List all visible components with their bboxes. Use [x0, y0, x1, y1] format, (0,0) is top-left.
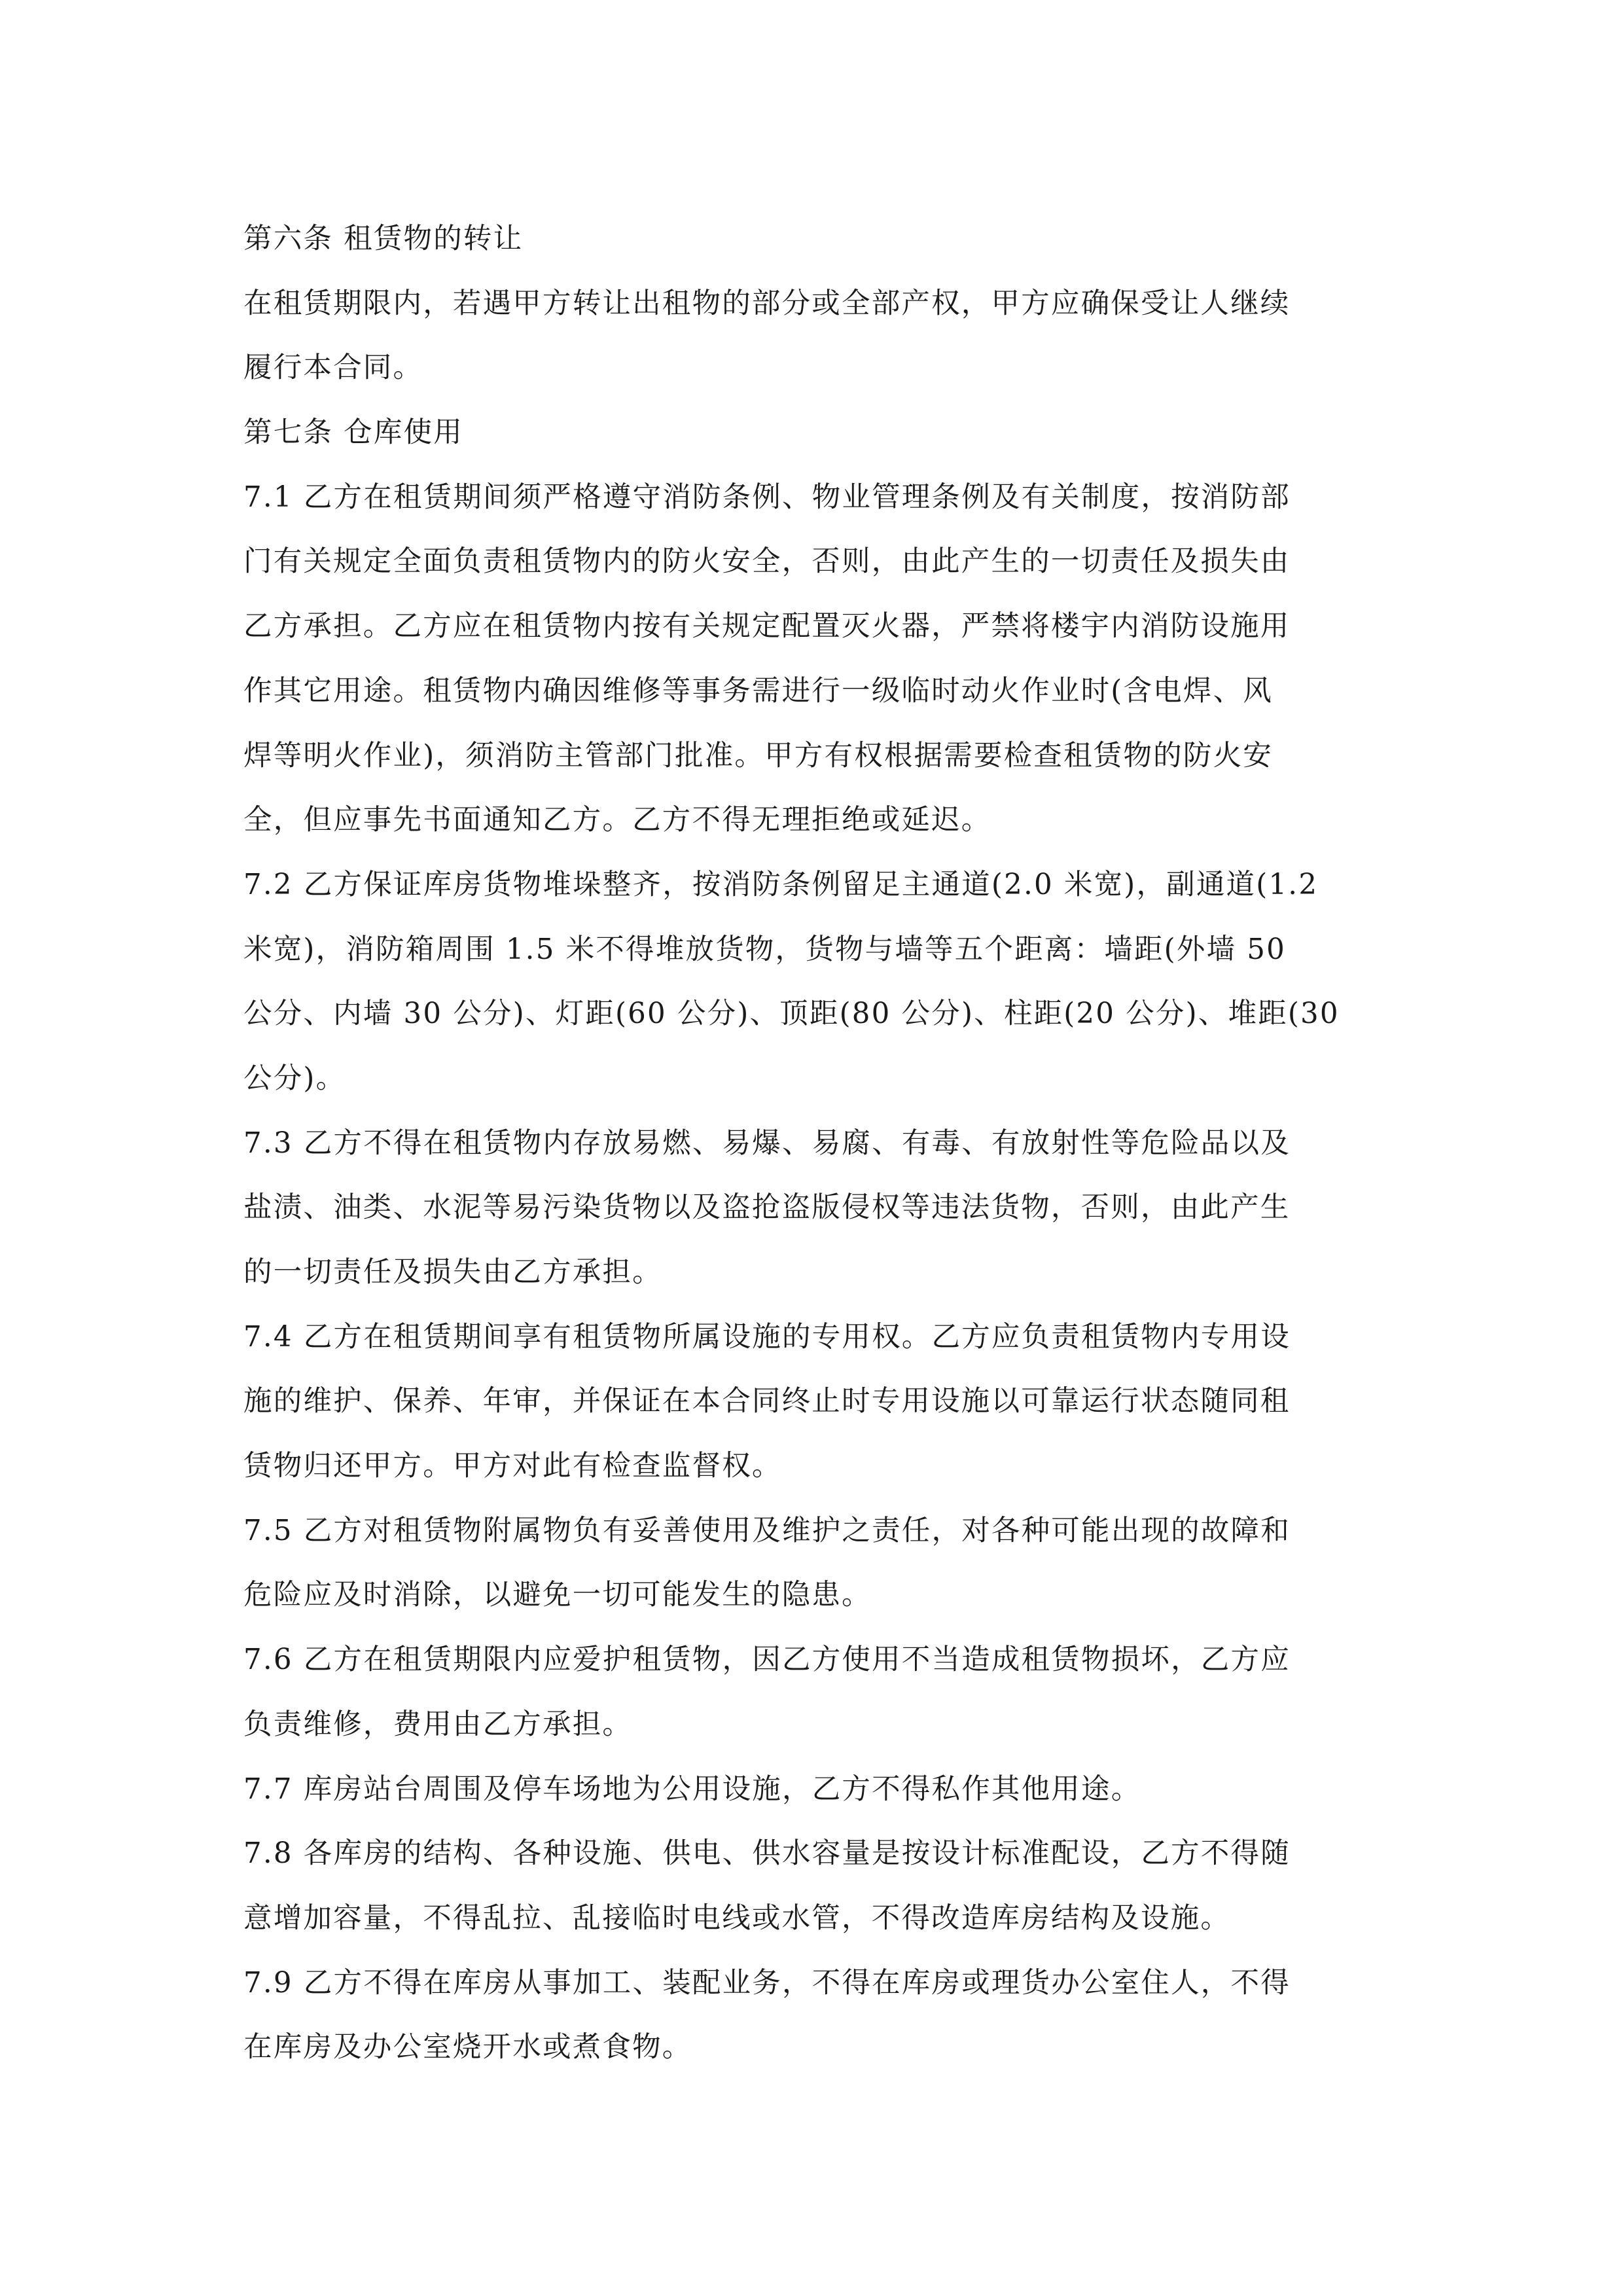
text-line: 7.9 乙方不得在库房从事加工、装配业务，不得在库房或理货办公室住人，不得	[243, 1966, 1291, 2000]
text-line: 施的维护、保养、年审，并保证在本合同终止时专用设施以可靠运行状态随同租	[243, 1385, 1291, 1418]
text-line: 的一切责任及损失由乙方承担。	[243, 1256, 662, 1289]
text-line: 7.3 乙方不得在租赁物内存放易燃、易爆、易腐、有毒、有放射性等危险品以及	[243, 1126, 1291, 1160]
text-line: 7.6 乙方在租赁期限内应爱护租赁物，因乙方使用不当造成租赁物损坏，乙方应	[243, 1643, 1291, 1677]
text-line: 米宽)，消防箱周围 1.5 米不得堆放货物，货物与墙等五个距离：墙距(外墙 50	[243, 933, 1286, 966]
text-line: 公分)。	[243, 1062, 346, 1095]
text-line: 盐渍、油类、水泥等易污染货物以及盗抢盗版侵权等违法货物，否则，由此产生	[243, 1191, 1291, 1225]
text-line: 乙方承担。乙方应在租赁物内按有关规定配置灭火器，严禁将楼宇内消防设施用	[243, 610, 1291, 643]
document-body	[243, 207, 1387, 2080]
text-line: 7.4 乙方在租赁期间享有租赁物所属设施的专用权。乙方应负责租赁物内专用设	[243, 1320, 1291, 1354]
article-6-heading: 第六条 租赁物的转让	[243, 223, 524, 255]
text-line: 在租赁期限内，若遇甲方转让出租物的部分或全部产权，甲方应确保受让人继续	[243, 287, 1291, 320]
article-7-heading: 第七条 仓库使用	[243, 416, 463, 450]
text-line: 作其它用途。租赁物内确因维修等事务需进行一级临时动火作业时(含电焊、风	[243, 674, 1273, 708]
text-line: 焊等明火作业)，须消防主管部门批准。甲方有权根据需要检查租赁物的防火安	[243, 739, 1273, 772]
text-line: 7.1 乙方在租赁期间须严格遵守消防条例、物业管理条例及有关制度，按消防部	[243, 480, 1291, 514]
text-line: 7.7 库房站台周围及停车场地为公用设施，乙方不得私作其他用途。	[243, 1772, 1141, 1806]
text-line: 全，但应事先书面通知乙方。乙方不得无理拒绝或延迟。	[243, 804, 991, 837]
text-line: 7.2 乙方保证库房货物堆垛整齐，按消防条例留足主通道(2.0 米宽)，副通道(1.2	[243, 868, 1319, 901]
text-line: 履行本合同。	[243, 351, 423, 385]
text-line: 负责维修，费用由乙方承担。	[243, 1708, 633, 1741]
text-line: 赁物归还甲方。甲方对此有检查监督权。	[243, 1450, 782, 1483]
text-line: 在库房及办公室烧开水或煮食物。	[243, 2031, 692, 2064]
text-line: 7.5 乙方对租赁物附属物负有妥善使用及维护之责任，对各种可能出现的故障和	[243, 1514, 1291, 1547]
text-line: 公分、内墙 30 公分)、灯距(60 公分)、顶距(80 公分)、柱距(20 公分)、堆距(30	[243, 997, 1340, 1031]
text-line: 危险应及时消除，以避免一切可能发生的隐患。	[243, 1579, 872, 1612]
text-line: 7.8 各库房的结构、各种设施、供电、供水容量是按设计标准配设，乙方不得随	[243, 1837, 1291, 1871]
text-line: 门有关规定全面负责租赁物内的防火安全，否则，由此产生的一切责任及损失由	[243, 545, 1291, 579]
text-line: 意增加容量，不得乱拉、乱接临时电线或水管，不得改造库房结构及设施。	[243, 1901, 1231, 1935]
